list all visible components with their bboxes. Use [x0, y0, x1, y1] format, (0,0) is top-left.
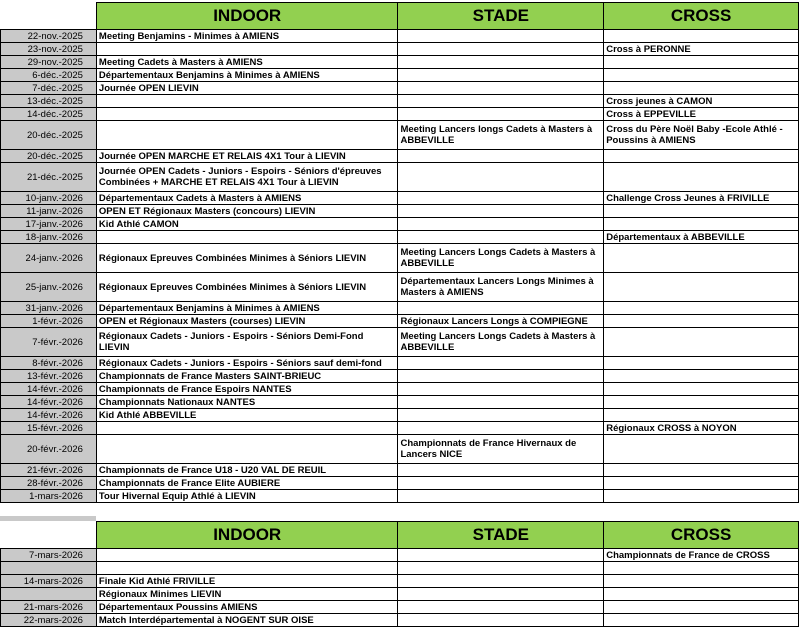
- date-cell: 23-nov.-2025: [1, 43, 97, 56]
- indoor-cell: Régionaux Cadets - Juniors - Espoirs - Séniors Demi-Fond LIEVIN: [96, 328, 398, 357]
- stade-cell: [398, 69, 604, 82]
- cross-cell: Cross jeunes à CAMON: [604, 95, 799, 108]
- indoor-cell: Départementaux Poussins AMIENS: [96, 601, 398, 614]
- header-row: [1, 522, 799, 549]
- date-cell: 10-janv.-2026: [1, 192, 97, 205]
- table-row: [1, 562, 799, 575]
- cross-cell: [604, 614, 799, 627]
- header-indoor: INDOOR: [96, 522, 398, 549]
- indoor-cell: Journée OPEN MARCHE ET RELAIS 4X1 Tour à LIEVIN: [96, 150, 398, 163]
- table-row: [1, 150, 799, 163]
- cross-cell: Challenge Cross Jeunes à FRIVILLE: [604, 192, 799, 205]
- table-row: [1, 422, 799, 435]
- indoor-cell: Régionaux Cadets - Juniors - Espoirs - Séniors sauf demi-fond: [96, 357, 398, 370]
- indoor-cell: Journée OPEN LIEVIN: [96, 82, 398, 95]
- table-row: [1, 409, 799, 422]
- cross-cell: [604, 30, 799, 43]
- header-stade: STADE: [398, 522, 604, 549]
- date-cell: 1-mars-2026: [1, 490, 97, 503]
- header-cross: CROSS: [604, 522, 799, 549]
- indoor-cell: Départementaux Benjamins à Minimes à AMIENS: [96, 302, 398, 315]
- stade-cell: [398, 108, 604, 121]
- date-cell: 8-févr.-2026: [1, 357, 97, 370]
- table-row: [1, 30, 799, 43]
- date-cell: [1, 562, 97, 575]
- date-cell: 14-févr.-2026: [1, 383, 97, 396]
- cross-cell: Cross à EPPEVILLE: [604, 108, 799, 121]
- cross-cell: [604, 370, 799, 383]
- cross-cell: [604, 464, 799, 477]
- stade-cell: [398, 56, 604, 69]
- schedule-table-1: [0, 2, 799, 503]
- indoor-cell: [96, 435, 398, 464]
- indoor-cell: Championnats Nationaux NANTES: [96, 396, 398, 409]
- indoor-cell: [96, 43, 398, 56]
- table-row: [1, 370, 799, 383]
- indoor-cell: Départementaux Benjamins à Minimes à AMIENS: [96, 69, 398, 82]
- table-row: [1, 95, 799, 108]
- indoor-cell: Régionaux Epreuves Combinées Minimes à Séniors LIEVIN: [96, 244, 398, 273]
- stade-cell: Départementaux Lancers Longs Minimes à Masters à AMIENS: [398, 273, 604, 302]
- table-row: [1, 588, 799, 601]
- cross-cell: [604, 562, 799, 575]
- indoor-cell: OPEN et Régionaux Masters (courses) LIEVIN: [96, 315, 398, 328]
- date-cell: 7-mars-2026: [1, 549, 97, 562]
- cross-cell: Championnats de France de CROSS: [604, 549, 799, 562]
- stade-cell: [398, 357, 604, 370]
- table-row: [1, 464, 799, 477]
- table-row: [1, 273, 799, 302]
- schedule-table-2: [0, 521, 799, 627]
- date-cell: 21-févr.-2026: [1, 464, 97, 477]
- date-cell: 11-janv.-2026: [1, 205, 97, 218]
- indoor-cell: [96, 108, 398, 121]
- indoor-cell: [96, 95, 398, 108]
- stade-cell: [398, 575, 604, 588]
- stade-cell: [398, 205, 604, 218]
- indoor-cell: Régionaux Epreuves Combinées Minimes à Séniors LIEVIN: [96, 273, 398, 302]
- cross-cell: [604, 435, 799, 464]
- table-row: [1, 601, 799, 614]
- stade-cell: [398, 409, 604, 422]
- table-row: [1, 357, 799, 370]
- date-cell: 17-janv.-2026: [1, 218, 97, 231]
- date-cell: 14-févr.-2026: [1, 409, 97, 422]
- date-cell: 13-déc.-2025: [1, 95, 97, 108]
- stade-cell: [398, 562, 604, 575]
- stade-cell: [398, 370, 604, 383]
- stade-cell: [398, 302, 604, 315]
- indoor-cell: Kid Athlé ABBEVILLE: [96, 409, 398, 422]
- cross-cell: [604, 328, 799, 357]
- stade-cell: [398, 490, 604, 503]
- date-cell: 14-déc.-2025: [1, 108, 97, 121]
- date-cell: 15-févr.-2026: [1, 422, 97, 435]
- stade-cell: [398, 82, 604, 95]
- cross-cell: [604, 490, 799, 503]
- table-row: [1, 108, 799, 121]
- cross-cell: [604, 218, 799, 231]
- cross-cell: [604, 315, 799, 328]
- stade-cell: Meeting Lancers Longs Cadets à Masters à ABBEVILLE: [398, 244, 604, 273]
- cross-cell: Cross à PERONNE: [604, 43, 799, 56]
- table-row: [1, 302, 799, 315]
- date-cell: 18-janv.-2026: [1, 231, 97, 244]
- cross-cell: Cross du Père Noël Baby -Ecole Athlé - Poussins à AMIENS: [604, 121, 799, 150]
- header-row: [1, 3, 799, 30]
- table-row: [1, 490, 799, 503]
- indoor-cell: [96, 231, 398, 244]
- indoor-cell: Régionaux Minimes LIEVIN: [96, 588, 398, 601]
- stade-cell: Championnats de France Hivernaux de Lancers NICE: [398, 435, 604, 464]
- stade-cell: [398, 477, 604, 490]
- indoor-cell: OPEN ET Régionaux Masters (concours) LIEVIN: [96, 205, 398, 218]
- date-cell: 1-févr.-2026: [1, 315, 97, 328]
- indoor-cell: Journée OPEN Cadets - Juniors - Espoirs - Séniors d'épreuves Combinées + MARCHE ET RELAIS 4X1 Tour à LIEVIN: [96, 163, 398, 192]
- cross-cell: [604, 575, 799, 588]
- cross-cell: [604, 601, 799, 614]
- table-row: [1, 82, 799, 95]
- indoor-cell: Championnats de France Masters SAINT-BRIEUC: [96, 370, 398, 383]
- table-row: [1, 192, 799, 205]
- date-cell: 22-mars-2026: [1, 614, 97, 627]
- cross-cell: [604, 383, 799, 396]
- stade-cell: [398, 383, 604, 396]
- stade-cell: Meeting Lancers longs Cadets à Masters à ABBEVILLE: [398, 121, 604, 150]
- date-cell: 20-déc.-2025: [1, 150, 97, 163]
- date-cell: 25-janv.-2026: [1, 273, 97, 302]
- stade-cell: [398, 588, 604, 601]
- cross-cell: [604, 56, 799, 69]
- table-row: [1, 477, 799, 490]
- cross-cell: [604, 150, 799, 163]
- indoor-cell: Championnats de France Espoirs NANTES: [96, 383, 398, 396]
- table-row: [1, 575, 799, 588]
- date-cell: 28-févr.-2026: [1, 477, 97, 490]
- indoor-cell: Meeting Cadets à Masters à AMIENS: [96, 56, 398, 69]
- header-stade: STADE: [398, 3, 604, 30]
- table-row: [1, 69, 799, 82]
- table-row: [1, 43, 799, 56]
- cross-cell: [604, 409, 799, 422]
- cross-cell: [604, 205, 799, 218]
- indoor-cell: Kid Athlé CAMON: [96, 218, 398, 231]
- table-row: [1, 163, 799, 192]
- indoor-cell: Départementaux Cadets à Masters à AMIENS: [96, 192, 398, 205]
- table-row: [1, 218, 799, 231]
- stade-cell: [398, 163, 604, 192]
- cross-cell: Départementaux à ABBEVILLE: [604, 231, 799, 244]
- date-cell: 7-déc.-2025: [1, 82, 97, 95]
- date-cell: 14-févr.-2026: [1, 396, 97, 409]
- table-row: [1, 244, 799, 273]
- stade-cell: [398, 95, 604, 108]
- stade-cell: [398, 614, 604, 627]
- cross-cell: [604, 69, 799, 82]
- header-cross: CROSS: [604, 3, 799, 30]
- stade-cell: [398, 43, 604, 56]
- date-cell: 22-nov.-2025: [1, 30, 97, 43]
- cross-cell: [604, 163, 799, 192]
- stade-cell: [398, 464, 604, 477]
- indoor-cell: [96, 562, 398, 575]
- indoor-cell: Tour Hivernal Equip Athlé à LIEVIN: [96, 490, 398, 503]
- stade-cell: [398, 30, 604, 43]
- cross-cell: Régionaux CROSS à NOYON: [604, 422, 799, 435]
- header-blank-cell: [1, 522, 97, 549]
- table-row: [1, 315, 799, 328]
- table-row: [1, 121, 799, 150]
- date-cell: [1, 588, 97, 601]
- stade-cell: [398, 396, 604, 409]
- table-row: [1, 328, 799, 357]
- stade-cell: Meeting Lancers Longs Cadets à Masters à ABBEVILLE: [398, 328, 604, 357]
- indoor-cell: Championnats de France Elite AUBIERE: [96, 477, 398, 490]
- stade-cell: [398, 150, 604, 163]
- stade-cell: [398, 601, 604, 614]
- stade-cell: Régionaux Lancers Longs à COMPIEGNE: [398, 315, 604, 328]
- stade-cell: [398, 218, 604, 231]
- cross-cell: [604, 477, 799, 490]
- table-row: [1, 396, 799, 409]
- date-cell: 7-févr.-2026: [1, 328, 97, 357]
- cross-cell: [604, 82, 799, 95]
- stade-cell: [398, 422, 604, 435]
- indoor-cell: Meeting Benjamins - Minimes à AMIENS: [96, 30, 398, 43]
- indoor-cell: Match Interdépartemental à NOGENT SUR OISE: [96, 614, 398, 627]
- table-row: [1, 383, 799, 396]
- cross-cell: [604, 357, 799, 370]
- indoor-cell: [96, 422, 398, 435]
- header-indoor: INDOOR: [96, 3, 398, 30]
- stade-cell: [398, 231, 604, 244]
- indoor-cell: Finale Kid Athlé FRIVILLE: [96, 575, 398, 588]
- table-row: [1, 614, 799, 627]
- cross-cell: [604, 273, 799, 302]
- indoor-cell: [96, 121, 398, 150]
- date-cell: 20-févr.-2026: [1, 435, 97, 464]
- date-cell: 14-mars-2026: [1, 575, 97, 588]
- cross-cell: [604, 396, 799, 409]
- date-cell: 13-févr.-2026: [1, 370, 97, 383]
- indoor-cell: Championnats de France U18 - U20 VAL DE REUIL: [96, 464, 398, 477]
- header-blank-cell: [1, 3, 97, 30]
- stade-cell: [398, 192, 604, 205]
- date-cell: 31-janv.-2026: [1, 302, 97, 315]
- cross-cell: [604, 244, 799, 273]
- date-cell: 21-déc.-2025: [1, 163, 97, 192]
- date-cell: 6-déc.-2025: [1, 69, 97, 82]
- date-cell: 21-mars-2026: [1, 601, 97, 614]
- date-cell: 20-déc.-2025: [1, 121, 97, 150]
- table-row: [1, 56, 799, 69]
- table-row: [1, 231, 799, 244]
- indoor-cell: [96, 549, 398, 562]
- cross-cell: [604, 302, 799, 315]
- date-cell: 24-janv.-2026: [1, 244, 97, 273]
- table-row: [1, 205, 799, 218]
- table-row: [1, 435, 799, 464]
- cross-cell: [604, 588, 799, 601]
- table-row: [1, 549, 799, 562]
- date-cell: 29-nov.-2025: [1, 56, 97, 69]
- stade-cell: [398, 549, 604, 562]
